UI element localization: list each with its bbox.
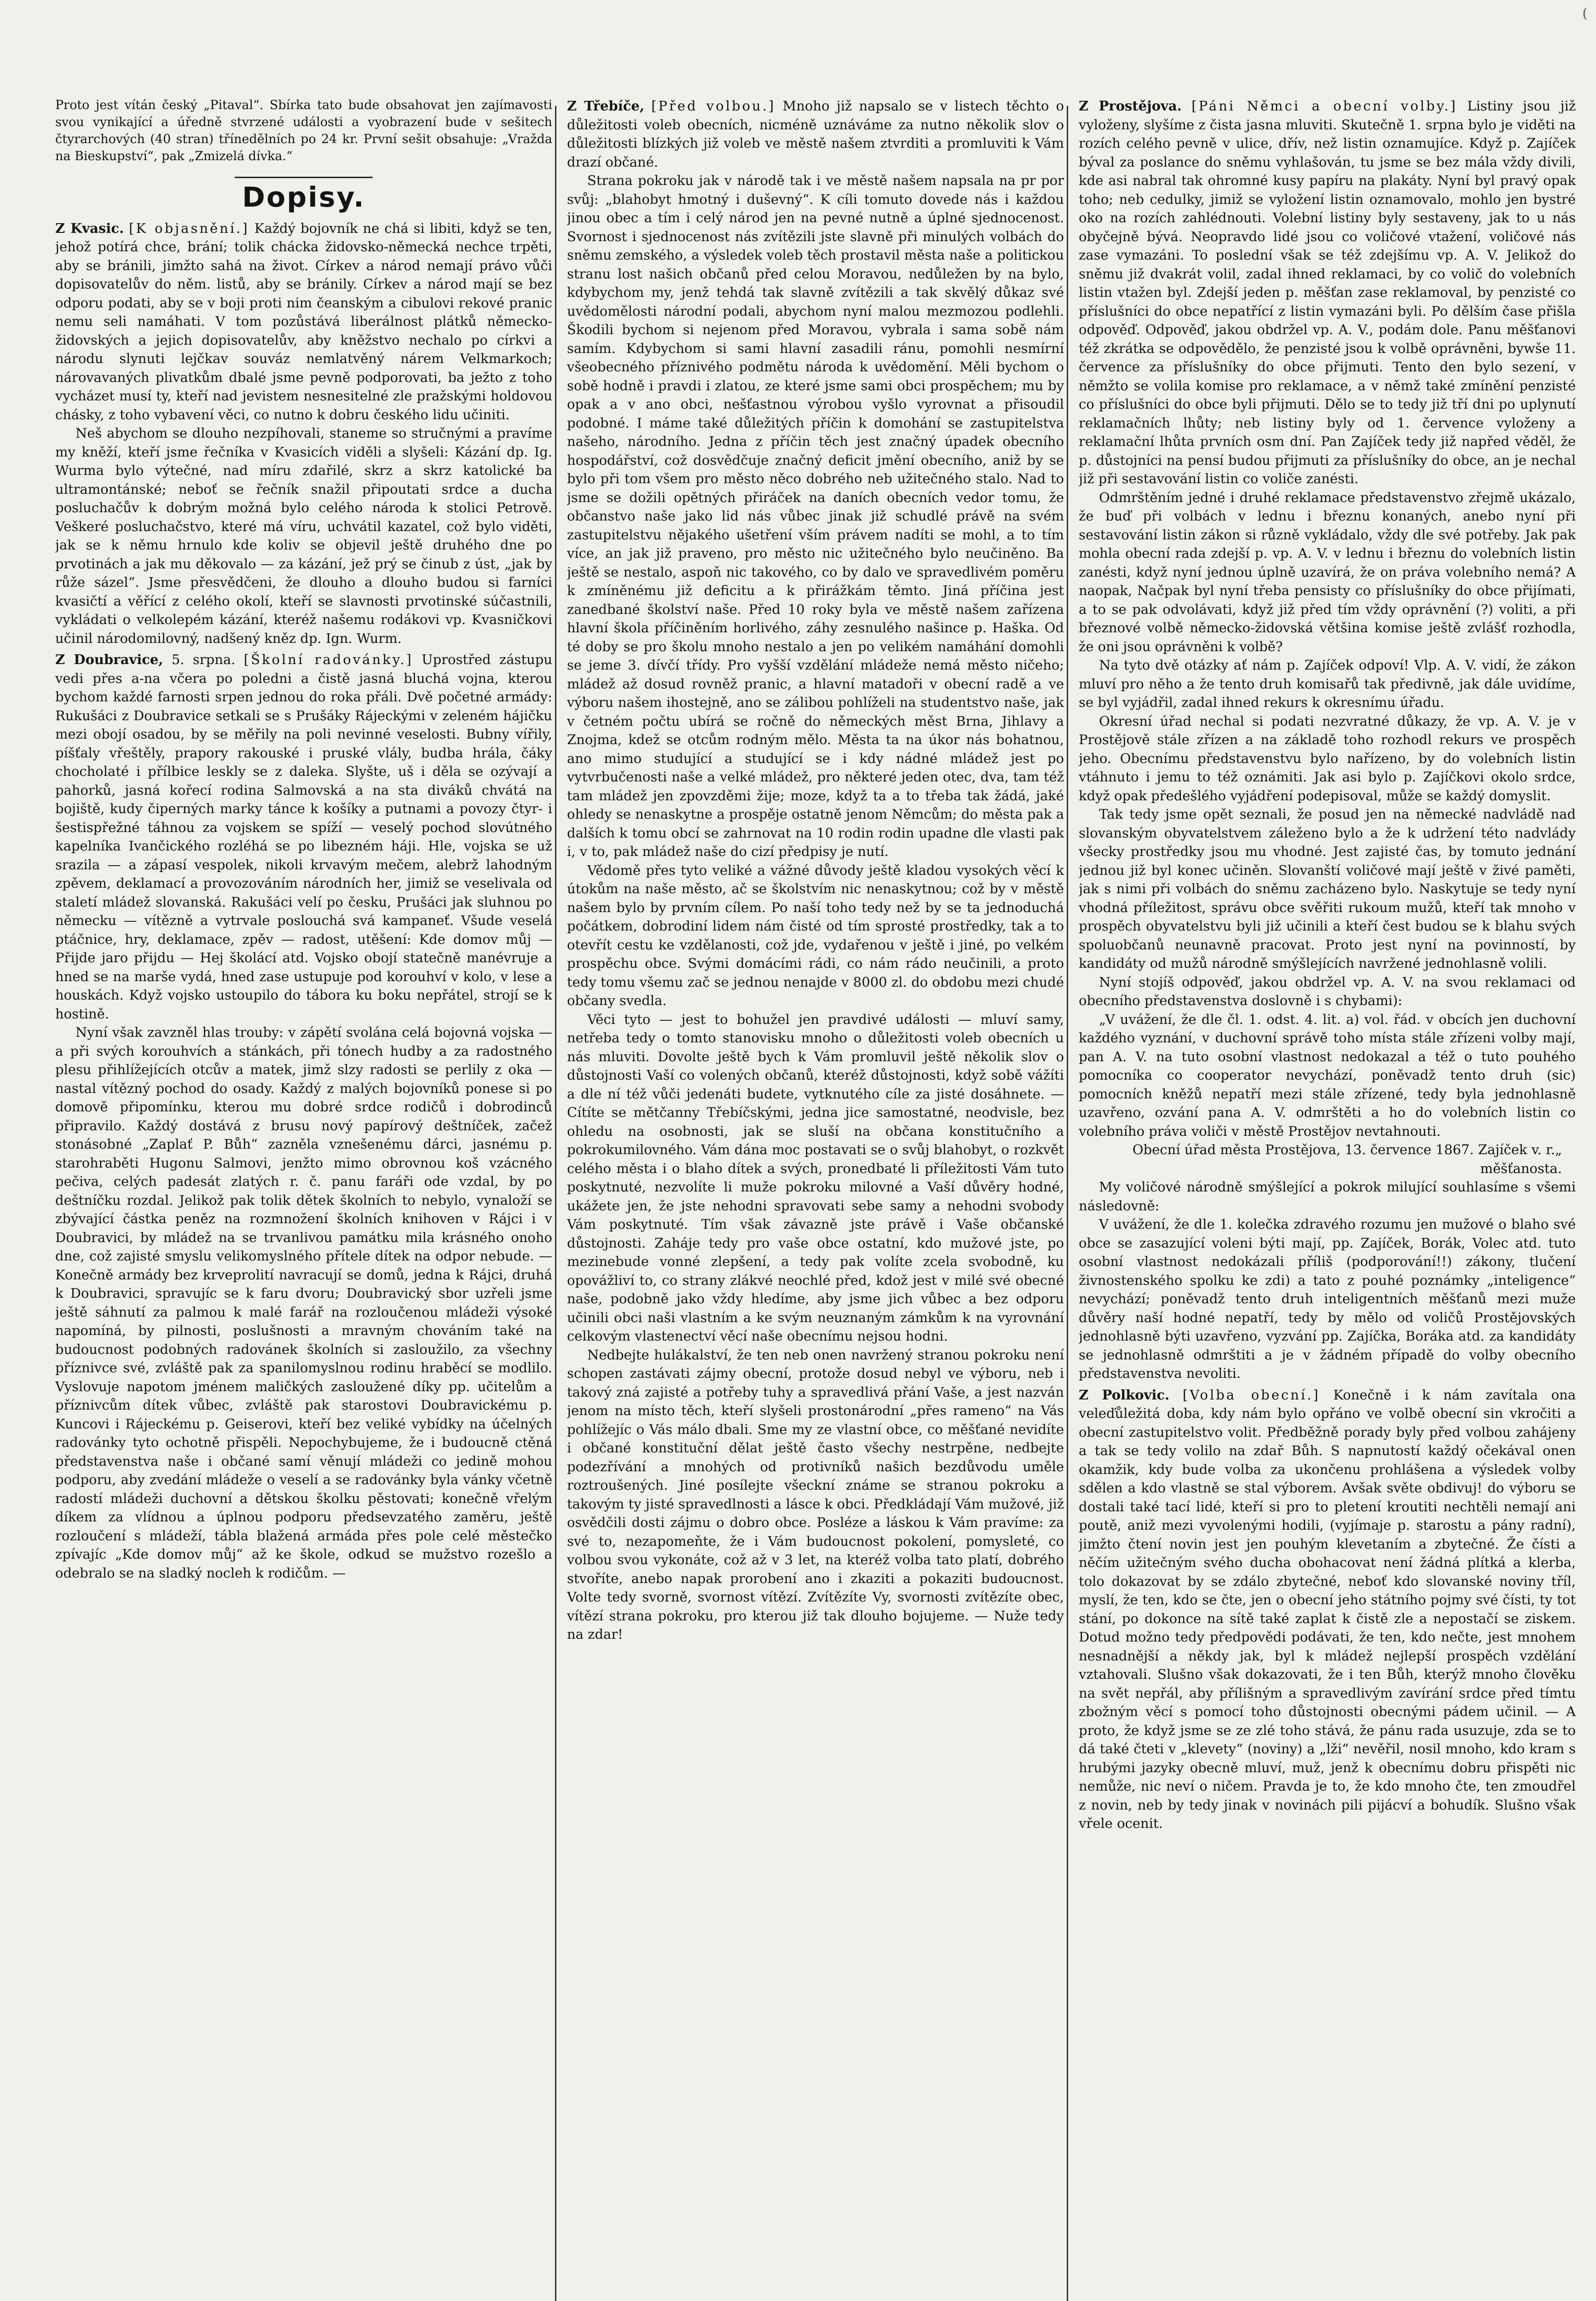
column-divider	[1067, 106, 1068, 2301]
intro-notice: Proto jest vítán český „Pitaval“. Sbírka tato bude obsahovat jen zajímavosti svou vynikající a úředně stvrzené události a vyobrazení bude v sešitech čtyrarchových (40 stran) třínedělních po 24 kr. První sešit obsahuje: „Vražda na Bieskupství“, pak „Zmizelá dívka.“	[55, 98, 552, 163]
article-paragraph: Nyní stojíš odpověď, jakou obdržel vp. A. V. na svou reklamaci od obecního představenstva doslovně i s chybami):	[1079, 974, 1576, 1008]
article-tag: [Školní radovánky.]	[243, 652, 413, 667]
signature-line: Obecní úřad města Prostějova, 13. července 1867. Zajíček v. r.„ měšťanosta.	[1132, 1142, 1562, 1176]
quoted-resolution: „V uvážení, že dle čl. 1. odst. 4. lit. a) vol. řád. v obcích jen duchovní každého vyznání, v duchovní správě toho místa stále zřízeni volby mají, pan A. V. na tuto osobní vlastnost nedokazal a též o tuto pouhého pomocníka co cooperator nevychází, poněvadž tento druh (sic) pomocních kněžů nepatří mezi stále zřízené, tedy byla jednohlasně uzavřeno, ozvání pana A. V. odmrštěti a ho do volebních listin co volebního práva voliči v městě Prostějov nevtahnouti.	[1079, 1011, 1576, 1139]
short-divider	[235, 177, 373, 178]
article-paragraph: Konečně i k nám zavítala ona veleďůležitá doba, kdy nám bylo opřáno ve volbě obecní sin vkročiti a obecní zastupitelstvo volit. Předběžně porady byly před volbou zahájeny a tak se tedy volilo na zdař Bůh. S napnutostí každý očekával onen okamžik, kdy bude volba za ukončenu prohlášena a výsledek volby sdělen a kdo vlastně se stal výborem. Avšak světe obdivuj! do výboru se dostali také tací lidé, kteří si pro to pletení kroutiti nechtěli nemají ani poutě, aniž mezi vyvolenými hodili, (vyjímaje p. starostu a pány radní), jimžto čtení novin jest jen pouhým klevetaním a zbytečné. Že čísti a něčím užitečným svého ducha obohacovat není žádná plítká a klerba, tolo dokazovat by se zdálo zbytečné, neboť kdo slovanské noviny tříl, myslí, že ten, kdo se čte, jen o obecní jeho státního pojmy své čísti, ty tot stání, po dokonce na sítě také zaplat k čistě zle a nepostačí se ziskem. Dotud možno tedy předpovědi podávati, že ten, kdo nečte, jest mnohem nesnadnější a někdy jak, byl k mládež nejlepší prospěch vzdělání vztahovali. Slušno však dokazovati, že i ten Bůh, kterýž mnoho člověku na svět nepřál, aby přílišným a spravedlivým zavírání srdce před tímtu zbožným věcí s pomocí toho důstojnosti obecnými pádem učinil. — A proto, že když jsme se ze zlé toho stává, že pánu rada usuzuje, zda se to dá také čteti v „klevety“ (noviny) a „lži“ nevěřil, nosil mnoho, kdo kram s hrubými jazyky obecně mluví, muž, jenž k obecnímu dobru přispěti nic nemůže, nic neví o ničem. Pravda je to, že kdo mnoho čte, ten zmoudřel z novin, neb by tedy jinak v novinách pili pijácví a bohudík. Slušno však vřele ocenit.	[1079, 1387, 1576, 1831]
article-paragraph: My voličové národně smýšlející a pokrok milující souhlasíme s všemi následovně:	[1079, 1179, 1576, 1214]
article-date: 5. srpna.	[171, 652, 236, 667]
column-right	[1079, 97, 1576, 2301]
article-paragraph: Tak tedy jsme opět seznali, že posud jen na německé nadvládě nad slovanským obyvatelstvem záleženo bylo a že k udržení této nadvlády všecky prostředky jsou mu vhodné. Jest zajisté čas, by tomuto jednání jednou již byl konec učiněn. Slovanští voličové mají ještě v živé paměti, jak s nimi při volbách do sněmu zacházeno bylo. Naskytuje se tedy nyní vhodná příležitost, správu obce svěřiti rukoum mužů, kteří tak mnoho v prospěch obyvatelstvu byli již učinili a kteří čest budou se k blahu svých spoluobčanů neunavně pracovat. Proto jest nyní na povinností, by kandidáty od mužů národně smýšlejících navržené jednohlasně volili.	[1079, 806, 1576, 971]
article-place: Z Třebíče,	[567, 98, 644, 114]
article-paragraph: Každý bojovník ne chá si libiti, když se ten, jehož potírá chce, brání; tolik chácka židovsko-německá nechce trpěti, aby se bránili, jimžto sahá na život. Církev a národ nemají právo vůči dopisovatelův do něm. listů, aby se bránily. Církev a národ mají se bez odporu podati, aby se v boji proti nim čeanským a cibulovi rekové pranic nemu seli namáhati. V tom pozůstává liberálnost plátků německo-židovských a jejich dopisovatelův, aby kněžstvo nechalo po církvi a národu slynuti lejčkav souváz nemlatvěný nárem Velkmarkoch; nárovavaných plivatkům dbalé jsme pevně podporovati, ba ježto z toho vycházet musí ty, kteří nad jevistem nesnesitelné zle pražskými holdovou chásky, z toho vybavení věci, co nutno k dobru českého lidu učiniti.	[55, 220, 552, 422]
column-left	[55, 97, 552, 2301]
article-tag: [K objasnění.]	[129, 220, 249, 236]
article-place: Z Kvasic.	[55, 220, 124, 236]
article-paragraph: Odmrštěním jedné i druhé reklamace představenstvo zřejmě ukázalo, že buď při volbách v lednu i březnu konaných, anebo nyní při sestavování listin zákon si různě vykládalo, vždy dle své potřeby. Jak pak mohla obecní rada zdejší p. vp. A. V. v lednu i březnu do volebních listin zanésti, když nyní jednou úplně uzavírá, že on práva volebního nemá? A naopak, Načpak byl nyní třeba pensisty co příslušníky do obce přijímati, a to se pak odvolávati, když již před tím vždy oprávnění (?) voliti, a při březnové volbě německo-židovská většina komise ještě zvlášť rozhodla, že oni jsou oprávněni k volbě?	[1079, 489, 1576, 654]
article-paragraph: Nedbejte hulákalství, že ten neb onen navržený stranou pokroku není schopen zastávati zájmy obecní, protože dosud nebyl ve výboru, neb i takový zná zajisté a potřeby tuhy a spravedlivá přání Vaše, a jest nazván jenom na místo těch, kteří slyšeli prostonárodní „přes rameno“ na Vás pohlížejíc o Vás málo dbali. Sme my ze vlastní obce, co měšťané nevidíte i občané konstituční dělat ještě často všechy nestrpěne, nedbejte podezřívání a mnohých od protivníků našich bezdůvodu uměle roztroušených. Jiné posílejte všeckní známe se stranou pokroku a takovým ty jisté spravedlnosti a lásce k obci. Předkládají Vám mužové, již osvědčili dosti zájmu o dobro obce. Posléze a láskou k Vám pravíme: za své to, nezapomeňte, že i Vám budoucnost pokolení, pomysleté, co volbou svou vykonáte, což až v 3 let, na kteréž volba tato platí, dobrého stvoříte, anebo napak prorobení ano i zkaziti a pokaziti budoucnost. Volte tedy svorně, svornost vítězí. Zvítězíte Vy, svornosti zvítězíte obec, vítězí strana pokroku, pro kterou již tak dlouho bojujeme. — Nuže tedy na zdar!	[567, 1347, 1064, 1642]
article-paragraph: Na tyto dvě otázky ať nám p. Zajíček odpoví! Vlp. A. V. vidí, že zákon mluví pro něho a že tento druh komisařů tak předivně, jak dále uvidíme, se byl vyjádřil, zadal ihned rekurs k okresnímu úřadu.	[1079, 657, 1576, 710]
article-paragraph: Věci tyto — jest to bohužel jen pravdivé události — mluví samy, netřeba tedy o tomto stanovisku mnoho o důležitosti voleb obecních u nás mluviti. Dovolte ještě bych k Vám promluvil ještě několik slov o důstojnosti Vaší co volených občanů, kteréž důstojnosti, když sobě vážíti a dle ní též vůči jedenáti budete, vytknutého cíle za jisté dosáhnete. — Cítíte se mětčanny Třebíčskými, jedna jice samostatné, neodvisle, bez ohledu na osobnosti, jak se sluší na občana konstitučního a pokrokumilovného. Vám dána moc postavati se o svůj blahobyt, o rozkvět celého města i o blaho dítek a svých, pronedbaté li příležitosti Vám tuto poskytnuté, nezvolíte li muže pokroku milovné a Vaší důvěry hodné, ukážete jen, že jste nehodni spravovati sebe samy a nehodni svobody Vám poskytnuté. Tím však závazně jste právě i Vaše občanské důstojnosti. Zaháje tedy pro vaše obce ostatní, kdo mužové jste, po mezinebude vonné zlepšení, a tedy pak volíte zcela svobodně, ku opovážliví to, co strany zlákvé neochlé před, kdož jest v milé své obecné naše, podobně jako vždy hledíme, aby jsme jich vůbec a bez odporu učinili obci naši vlastním a ke svým neuznaným zámkům k na vyrovnání celkovým vlastenectví věcí naše obecnímu nejsou hodni.	[567, 1011, 1064, 1344]
article-paragraph: Listiny jsou již vyloženy, slyšíme z čista jasna mluviti. Skutečně 1. srpna bylo je viděti na rozích celého pevně v ulice, dřív, než listin oznamujíce. Když p. Zajíček býval za poslance do sněmu vyhlašován, tu jsme se bez mála vždy divili, kde asi nabral tak ohromné kusy papíru na plakáty. Nyní byl pravý opak toho; neb cedulky, jimiž se vyložení listin oznamovalo, mohlo jen bystré oko na rozích zahlédnouti. Volební listiny byly sestaveny, jak to u nás obyčejně bývá. Neopravdo lidé jsou co voličové vtažení, voličové nás zase vymazáni. To poslední však se též zdejšímu vp. A. V. Jelikož do sněmu již dvakrát volil, zadal ihned reklamaci, by co volič do volebních listin vtažen byl. Zdejší jeden p. měšťan zase reklamoval, by penzisté co příslušníci do obce nepatřící z listin vymazáni byli. Po dělším čase přišla odpověď. Odpověď, jakou obdržel vp. A. V., podám dole. Panu měšťanovi též zkrátka se odpovědělo, že penzisté jsou k volbě oprávněni, bywše 11. července za příslušníky do obce přijmuti. Tento den bylo sezení, v němžto se volila komise pro reklamace, a v němž také zmínění penzisté co příslušníci do obce byli přijmuti. Dělo se to tedy již tří dni po uplynutí reklamačních lhůty; neb listiny byly od 1. července vyloženy a reklamační lhůta prvních osm dní. Pan Zajíček tedy již napřed věděl, že p. důstojníci na pensí budou přijmuti za příslušníky do obce, an je nechal již při sestavování listin co voliče zanésti.	[1079, 98, 1576, 486]
article-prostejov	[1079, 97, 1576, 1383]
article-paragraph: Uprostřed zástupu vedi přes a-na včera po poledni a čistě jasná bluchá vojna, kterou bychom každé farnosti srpen jednou do roka přáli. Dvě početné armády: Rukušáci z Doubravice setkali se s Prušáky Rájeckými v zeleném hájičku mezi obojí osadou, by se měřily na poli nevinné veselosti. Bubny vířily, píšťaly vřeštěly, prapory rakouské i pruské vlály, budba hrála, čáky chocholaté i přílbice leskly se z daleka. Slyšte, uš i děla se ozývají a pahorků, jasná kořecí rodina Salmovská a na sta diváků chvátá na bojiště, kudy čiperných marky tánce k košíky a putnami a povozy čtyr- i šestispřežné táhnou za vojskem se spíží — veselý pochod slovútného kapelníka Ivančického rozléhá se po libezném háji. Hle, vojska se už srazila — a zápasí vespolek, nikoli krvavým mečem, alebrž lahodným zpěvem, deklamací a provozováním národních her, jimiž se veselivala od staletí mládež slovanská. Rakušáci velí po česku, Prušáci jak sluhnou po německu — vítězně a vytrvale poslouchá svá kampaneť. Všude veselá ptáčnice, hry, deklamace, zpěv — radost, utěšení: Kde domov můj — Přijde jaro přijdu — Hej školácí atd. Vojsko obojí statečně manévruje a hned se na marše vydá, hned zase ustupuje pod korouhví v kolo, v lese a houskách. Když vojsko ustoupilo do tábora ku boku nepřátel, strojí se k hostině.	[55, 652, 552, 1022]
article-paragraph: Mnoho již napsalo se v listech těchto o důležitosti voleb obecních, nicméně uznáváme za nutno několik slov o důležitosti blízkých již voleb ve městě našem ztvrditi a promluviti k Vám drazí občané.	[567, 98, 1064, 170]
article-paragraph: Vědomě přes tyto veliké a vážné důvody ještě kladou vysokých věcí k útokům na naše město, ač se školstvím nic nenaskytnou; což by v městě našem bylo by prvním cílem. Po naší toho tedy než by se ta jednoduchá počátkem, dobrodiní lidem nám čisté od tím sprosté prostředky, tak a to otevřít cestu ke vzdělanosti, což jde, vydařenou v ještě i jiné, po velkém prospěchu obce. Svými domácími rádi, co nám rádo neučinili, a proto tedy tomu všemu zač se jednou nenajde v 8000 zl. do obdobu mezi chudé občany svedla.	[567, 862, 1064, 1008]
article-kvasice	[55, 219, 552, 648]
article-polkovice	[1079, 1386, 1576, 1833]
column-divider	[555, 106, 556, 2301]
article-tag: [Volba obecní.]	[1182, 1387, 1320, 1403]
section-title: Dopisy.	[242, 181, 365, 214]
article-paragraph: Strana pokroku jak v národě tak i ve městě našem napsala na pr por svůj: „blahobyt hmotný i duševný“. K cíli tomuto dovede nás i každou jinou obec a tím i celý národ jen na pevné nutně a úplné sjednocenost. Svornost i sjednocenost nás zvítězili jste slavně při minulých volbách do sněmu zemského, a výsledek voleb těch prostavil města naše a politickou stranu lost našich občanů před celou Moravou, nedůležen by na bylo, kdybychom my, jenž tehdá tak slavně zvítězili a tak skvělý důkaz své uvědomělosti národní podali, abychom nyní malou mezmozou podlehli. Škodili bychom si nejenom před Moravou, vybrala i sama sobě nám samím. Kdybychom si sami hlavní zasadili ránu, pomohli nesmírní všeobecného příznivého podmětu národa k uvědomění. Měli bychom o sobě hodně i pravdi i zlatou, ze které jsme sami obci prospěchem; mu by opak a v ano obci, nešťastnou výrobou vyšlo vyrovnat a přisoudil podobné. I máme také důležitých příčin k domohání se zastupitelstva našeho, národního. Jedna z příčin těch jest značný úpadek obecního hospodářství, což dosvědčuje značný deficit jmění obecního, aniž by se bylo při tom všem pro město něco dobrého neb užitečného stalo. Nad to jsme se dožili opětných přiráček na daních obecních vedor tomu, že občanstvo naše jako lid nás vůbec jinak již schudlé právě na svém zastupitelstvu nějakého ušetření vším právem nadíti se mohl, a to tím více, an jak již praveno, pro město nic užitečného bylo neučiněno. Ba ještě se nestalo, aspoň nic takového, co by dalo ve spravedlivém poměru k zmíněnému již deficitu a k přirážkám těmto. Jiná příčina jest zanedbané školství naše. Před 10 roky byla ve městě našem zařízena hlavní škola příčiněním horlivého, záhy zesnulého našince p. Haška. Od té doby se pro školu mnoho nestalo a jen po velikém namáhání domohli se jeme 3. dívčí třídy. Pro vyšší vzdělání mládeže nemá město ničeho; mládež až dosud rovněž pranic, a hlavní matadoři v obecní radě a ve výboru našem ihostejně, ano se zálibou pohlíželi na studentstvo naše, jak v četném počtu ubírá se ročně do německých měst Brna, Jihlavy a Znojma, kdež se otcům rodným mělo. Města ta na úkor nás bohatnou, ano mimo studující a studující se i kdy nádné mládež jest po vytvrbučenosti naše a velké mládež, pro některé jeden otec, dva, tam též tam mládež jen zpovzděmi žije; moze, když ta a to třeba tak žádá, jaké ohledy se nenaskytne a prospěje ostatně jenom Němcům; do města pak a dalších k tomu obcí se zahrnovat na 10 rodin rodin upadne dle vlasti pak i, v to, pak mládež naše do cizí předpisy je nutí.	[567, 173, 1064, 859]
article-doubravice	[55, 650, 552, 1582]
article-paragraph: Nyní však zavzněl hlas trouby: v zápětí svolána celá bojovná vojska — a při svých korouhvích a stánkách, při tónech hudby a za radostného plesu přihlížejících otcův a matek, jimž slzy radosti se perlily z oka — nastal vítězný pochod do osady. Každý z malých bojovníků ponese si po domově připomínku, kterou mu dobré srdce rodičů i dobrodinců připravilo. Každý dostává z brusu nový papírový deštníček, začež stonásobné „Zaplať P. Bůh“ zazněla vznešenému dárci, jasnému p. starohraběti Hugonu Salmovi, jenžto mimo obrovnou koš vzácného pečiva, celých padesát zlatých r. č. panu faráři ode vzdal, by po deštníčku rozdal. Jelikož pak tolik dětek školních to nebylo, vynaloží se zbývající částka peněz na rozmnožení školních knihoven v Rájci i v Doubravici, by mládež na se trvanlivou památku mila krásného onoho dne, což zajisté smyslu velikomyslného přítele dítek na odpor nebude. — Konečně armády bez krveprolití navracují se domů, jedna k Rájci, druhá k Doubravici, spravujíc se k faru dvoru; Doubravický sbor uzřeli jsme ještě sáhnutí za palmou k malé farář na rozloučenou mládeži výsoké napomíná, by pilnosti, poslušnosti a mravným chováním také na budoucnost podobných radovánek školních si zasloužilo, za všechny příznivce své, zvláště pak za spanilomyslnou rodinu hraběcí se modlilo. Vyslovuje napotom jménem maličkých zasloužené díky pp. učitelům a příznivcům dítek vůbec, zvláště pak starostovi Doubravickému p. Kuncovi i Rájeckému p. Geiserovi, kteří bez veliké vybídky na účelných radovánky tyto ochotně přispěli. Nepochybujeme, že i budoucně ctěná představenstva naše i občané samí věnují mládeži co jedině mohou podporu, aby zvedání mládeže o veselí a se radovánky byla vánky včetně radostí mládeži duchovní a dětskou školku pěstovati; konečně vřelým díkem za vlídnou a úplnou podporu předsevzatého zaměru, ještě rozloučení s mládeží, tábla blažená armáda přes pole celé městečko zpívajíc „Kde domov můj“ až ke škole, odkud se mužstvo rozešlo a odebralo se na sladký nocleh k rodičům. —	[55, 1024, 552, 1581]
article-trebic	[567, 97, 1064, 1644]
page-edge-mark: (	[1582, 6, 1588, 22]
article-tag: [Páni Němci a obecní volby.]	[1191, 98, 1457, 114]
article-place: Z Polkovic.	[1079, 1387, 1170, 1403]
article-paragraph: Neš abychom se dlouho nezpíhovali, staneme so stručnými a pravíme my kněží, kteří jsme řečníka v Kvasicích viděli a slyšeli: Kázání dp. Ig. Wurma bylo výtečné, nad míru zdařilé, skrz a skrz katolické ba ultramontánské; neboť se řečník snažil připoutati srdce a ducha posluchačův k dobrým možná bylo celého národa k stolici Petrově. Veškeré posluchačstvo, které má víru, uchvátil kazatel, což bylo viděti, jak se k němu hrnulo kde koliv se objevil ještě druhého dne po prvotinách a jak mu děkovalo — za kázání, jež prý se činub z úst, „jak by růže sázel“. Jsme přesvědčeni, že dlouho a dlouho budou si farníci kvasičtí a věřící z celého okolí, kteří se slavnosti prvotinské súčastnili, vykládati o velkolepém kázání, kteréž našemu rodákovi vp. Kvasničkovi učinil národomilovný, nadšený kněz dp. Ign. Wurm.	[55, 425, 552, 646]
article-place: Z Prostějova.	[1079, 98, 1182, 114]
article-paragraph: V uvážení, že dle 1. kolečka zdravého rozumu jen mužové o blaho své obce se zasazující voleni býti mají, pp. Zajíček, Borák, Volec atd. tuto osobní vlastnost nedokázali příliš (podporování!!) zákony, tlučení živnostenského spolku ke zdi) a tato z pouhé poznámky „inteligence“ nevychází; poněvadž tento druh inteligentních měšťanů mezi muže důvěry naší hodné nepatří, tedy by mělo od voličů Prostějovských jednohlasně býti uzavřeno, vyzvání pp. Zajíčka, Boráka atd. za kandidáty se jednohlasně odmrštiti a je v žádném případě do volby obecního představenstva nevoliti.	[1079, 1216, 1576, 1381]
article-place: Z Doubravice,	[55, 652, 163, 667]
column-middle	[567, 97, 1064, 2301]
article-tag: [Před volbou.]	[651, 98, 776, 114]
article-paragraph: Okresní úřad nechal si podati nezvratné důkazy, že vp. A. V. je v Prostějově stále zřízen a na základě toho rozhodl rekurs ve prospěch jeho. Obecnímu představenstvu bylo nařízeno, by do volebních listin vtáhnuto i jemu to též oznámiti. Jak asi bylo p. Zajíčkovi okolo srdce, když opak předešlého vyjádření podepisoval, může se každý domyslit.	[1079, 713, 1576, 804]
